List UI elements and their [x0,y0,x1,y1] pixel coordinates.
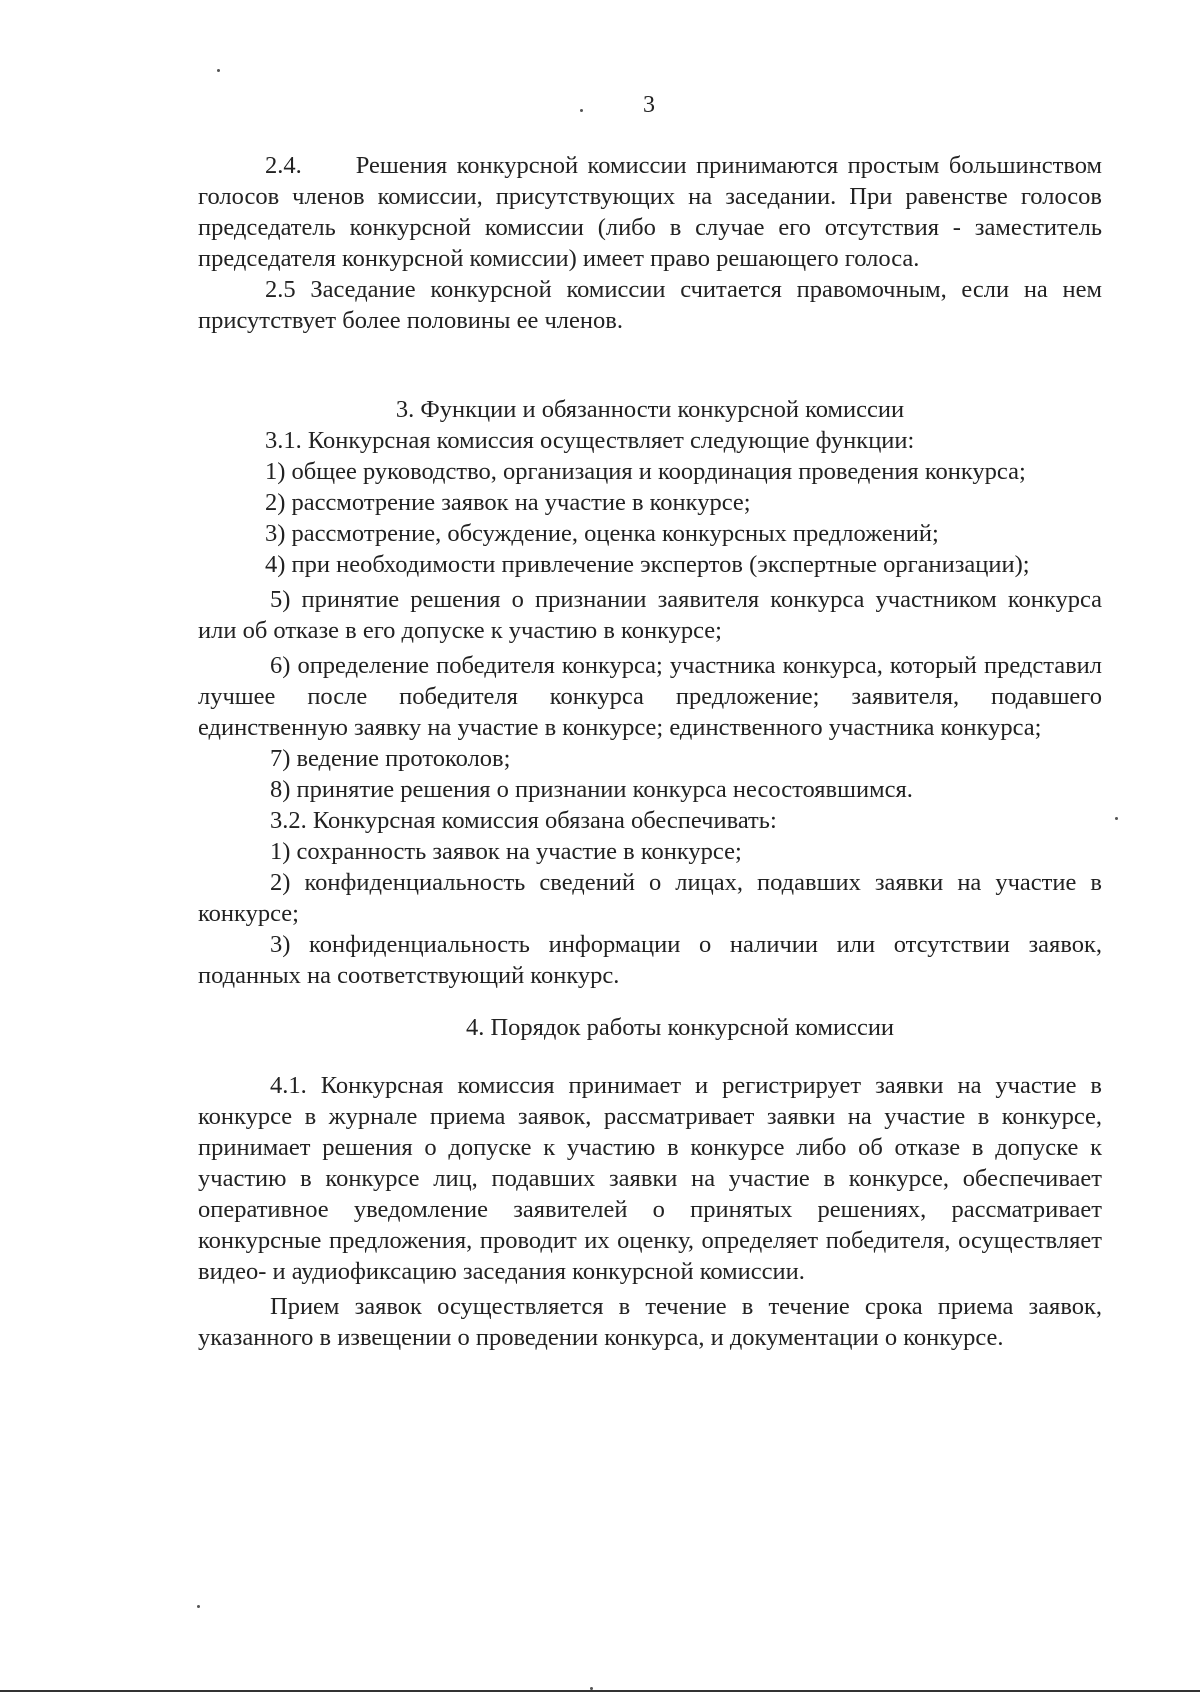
paragraph-3-1: 3.1. Конкурсная комиссия осуществляет следующие функции: [265,427,915,454]
paragraph-2-5: 2.5 Заседание конкурсной комиссии считается правомочным, если на нем присутствует более половины ее членов. [198,276,1102,334]
duty-item-1: 1) сохранность заявок на участие в конкурсе; [270,838,742,865]
paragraph-text: Решения конкурсной комиссии принимаются простым большинством голосов членов комиссии, присутствующих на заседании. При равенстве голосов председатель конкурсной комиссии (либо в случае его отсутствия - заместитель председателя конкурсной комиссии) имеет право решающего голоса. [198,152,1102,272]
scan-bottom-edge [0,1690,1200,1692]
function-item-4: 4) при необходимости привлечение экспертов (экспертные организации); [265,551,1030,578]
paragraph-number: 2.4. [265,152,302,179]
function-item-3: 3) рассмотрение, обсуждение, оценка конкурсных предложений; [265,520,939,547]
paragraph-3-2: 3.2. Конкурсная комиссия обязана обеспечивать: [270,807,777,834]
scan-speck [217,69,220,72]
function-item-7: 7) ведение протоколов; [270,745,511,772]
scan-speck [197,1605,200,1608]
duty-item-3: 3) конфиденциальность информации о наличии или отсутствии заявок, поданных на соответствующий конкурс. [198,931,1102,989]
section-4-heading: 4. Порядок работы конкурсной комиссии [465,1014,895,1041]
scan-speck [1115,817,1118,820]
function-item-5: 5) принятие решения о признании заявителя конкурса участником конкурса или об отказе в его допуске к участию в конкурсе; [198,586,1102,644]
duty-item-2: 2) конфиденциальность сведений о лицах, подавших заявки на участие в конкурсе; [198,869,1102,927]
function-item-1: 1) общее руководство, организация и координация проведения конкурса; [265,458,1026,485]
function-item-8: 8) принятие решения о признании конкурса несостоявшимся. [270,776,913,803]
function-item-2: 2) рассмотрение заявок на участие в конкурсе; [265,489,751,516]
paragraph-reception: Прием заявок осуществляется в течение в течение срока приема заявок, указанного в извещении о проведении конкурса, и документации о конкурсе. [198,1293,1102,1351]
page-number: 3 [643,92,655,118]
paragraph-2-4 [198,150,1102,274]
function-item-6: 6) определение победителя конкурса; участника конкурса, который представил лучшее после победителя конкурса предложение; заявителя, подавшего единственную заявку на участие в конкурсе; единственного участника конкурса; [198,652,1102,741]
scan-speck [580,109,583,112]
section-3-heading: 3. Функции и обязанности конкурсной комиссии [395,396,905,423]
document-body [198,150,1102,1353]
paragraph-4-1: 4.1. Конкурсная комиссия принимает и регистрирует заявки на участие в конкурсе в журнале приема заявок, рассматривает заявки на участие в конкурсе, принимает решения о допуске к участию в конкурсе либо об отказе в допуске к участию в конкурсе лиц, подавших заявки на участие в конкурсе, обеспечивает оперативное уведомление заявителей о принятых решениях, рассматривает конкурсные предложения, проводит их оценку, определяет победителя, осуществляет видео- и аудиофиксацию заседания конкурсной комиссии. [198,1072,1102,1285]
